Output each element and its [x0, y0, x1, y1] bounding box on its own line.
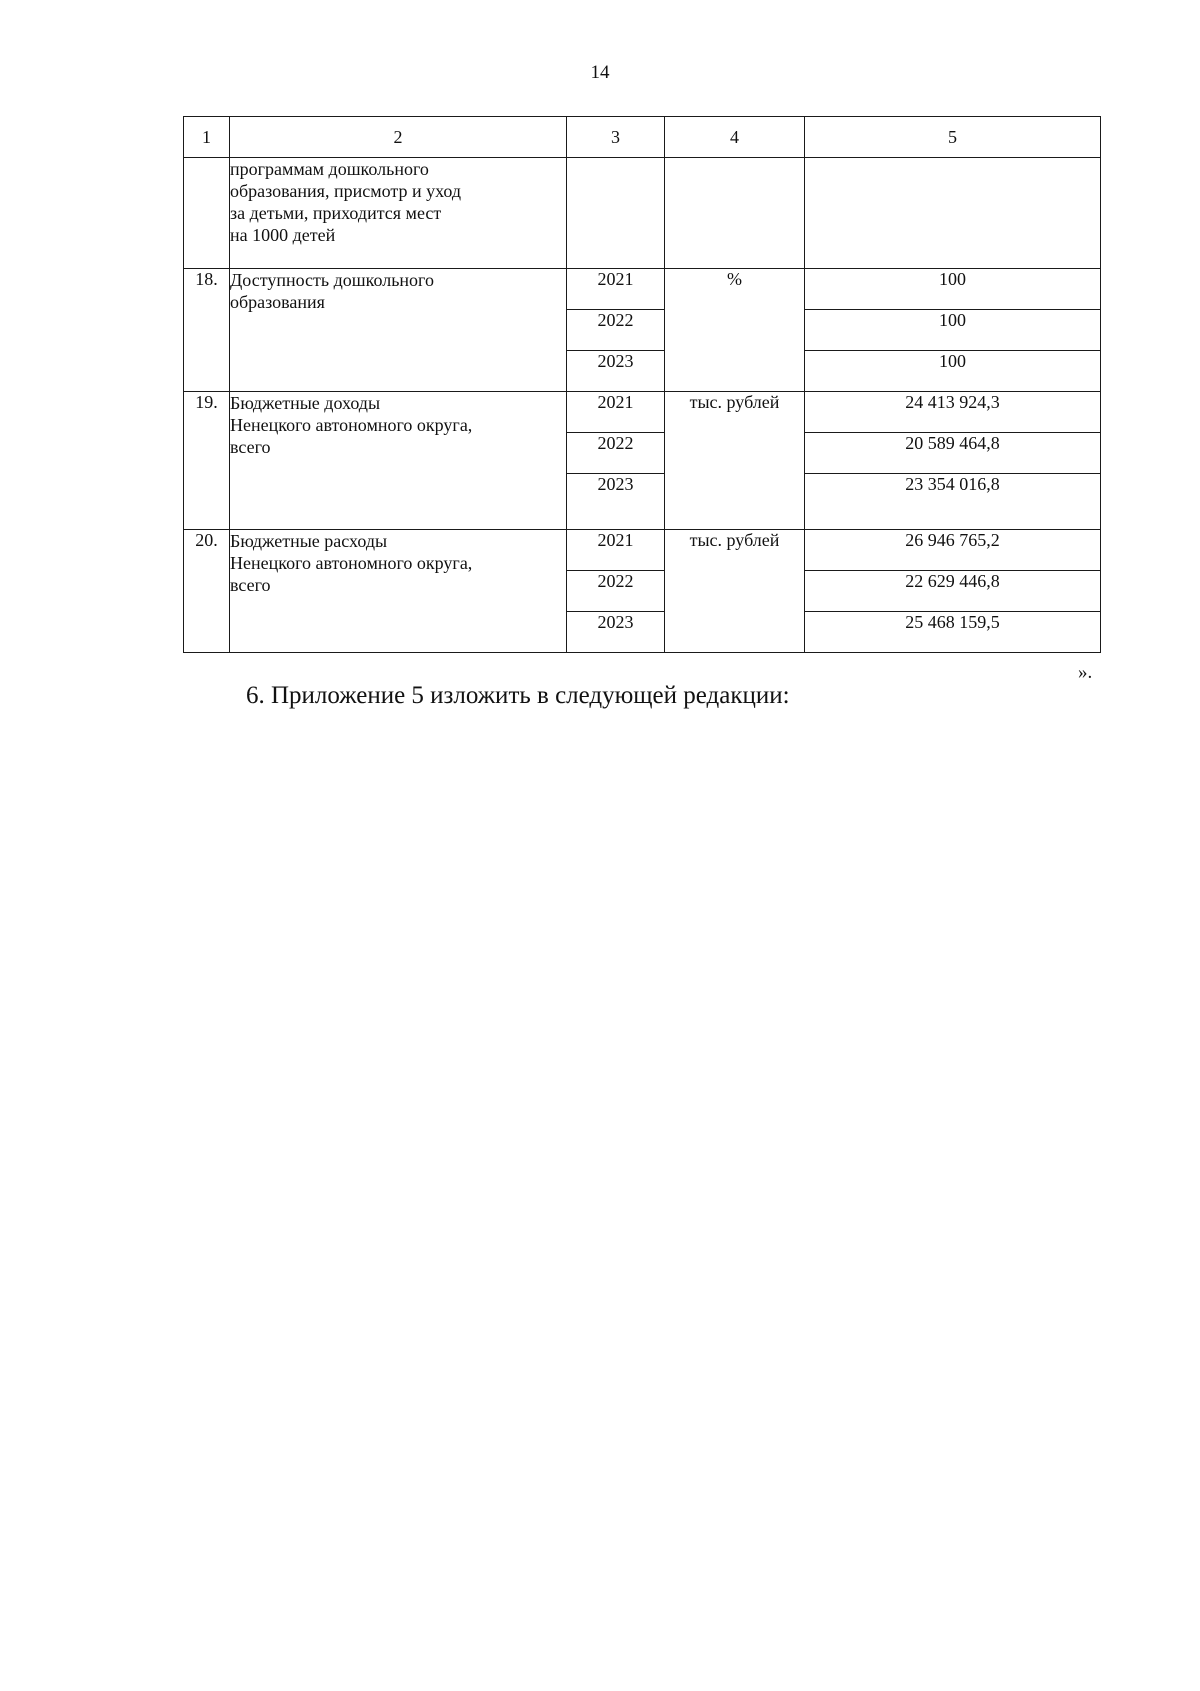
unit-cell: % [665, 269, 805, 392]
description-line: Бюджетные расходы [230, 531, 388, 551]
value-cell: 20 589 464,8 [805, 433, 1101, 474]
year-cell: 2021 [567, 269, 665, 310]
unit-cell [665, 158, 805, 269]
value-cell: 22 629 446,8 [805, 571, 1101, 612]
value-cell: 23 354 016,8 [805, 474, 1101, 530]
closing-quote: ». [1078, 662, 1093, 683]
year-cell: 2022 [567, 310, 665, 351]
column-header: 2 [230, 117, 567, 158]
year-cell: 2023 [567, 612, 665, 653]
description-line: Ненецкого автономного округа, [230, 553, 473, 573]
page-number: 14 [590, 62, 610, 83]
description-line: программам дошкольного [230, 159, 429, 179]
table-row [184, 530, 1101, 571]
value-cell: 100 [805, 269, 1101, 310]
table-row [184, 269, 1101, 310]
description-line: всего [230, 437, 271, 457]
amendment-instruction: 6. Приложение 5 изложить в следующей редакции: [246, 682, 790, 709]
value-cell: 25 468 159,5 [805, 612, 1101, 653]
table-header-row [184, 117, 1101, 158]
year-cell: 2021 [567, 392, 665, 433]
column-header: 5 [805, 117, 1101, 158]
indicators-table [183, 116, 1101, 653]
year-cell: 2023 [567, 351, 665, 392]
row-description-cell [230, 269, 567, 392]
description-line: на 1000 детей [230, 225, 336, 245]
year-cell: 2023 [567, 474, 665, 530]
value-cell [805, 158, 1101, 269]
column-header: 1 [184, 117, 230, 158]
row-description-cell [230, 158, 567, 269]
table-row [184, 392, 1101, 433]
row-number-cell [184, 158, 230, 269]
year-cell: 2022 [567, 571, 665, 612]
row-number: 18. [184, 269, 230, 392]
unit-cell: тыс. рублей [665, 392, 805, 530]
description-line: Ненецкого автономного округа, [230, 415, 473, 435]
row-number: 20. [184, 530, 230, 653]
value-cell: 26 946 765,2 [805, 530, 1101, 571]
description-line: образования, присмотр и уход [230, 181, 462, 201]
unit-cell: тыс. рублей [665, 530, 805, 653]
value-cell: 100 [805, 310, 1101, 351]
row-description-cell [230, 530, 567, 653]
description-line: образования [230, 292, 325, 312]
value-cell: 24 413 924,3 [805, 392, 1101, 433]
description-line: всего [230, 575, 271, 595]
row-number: 19. [184, 392, 230, 530]
description-line: Бюджетные доходы [230, 393, 381, 413]
year-cell [567, 158, 665, 269]
column-header: 4 [665, 117, 805, 158]
year-cell: 2021 [567, 530, 665, 571]
value-cell: 100 [805, 351, 1101, 392]
table-row [184, 158, 1101, 269]
column-header: 3 [567, 117, 665, 158]
year-cell: 2022 [567, 433, 665, 474]
description-line: Доступность дошкольного [230, 270, 434, 290]
row-description-cell [230, 392, 567, 530]
description-line: за детьми, приходится мест [230, 203, 442, 223]
